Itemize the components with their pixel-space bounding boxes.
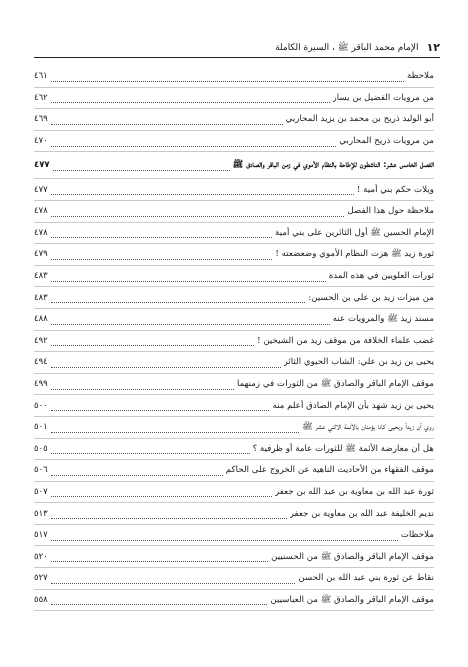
toc-entry-title: ثورة زيد ﷺ هزت النظام الأموي وضعضعته ! (275, 249, 434, 260)
toc-row[interactable] (34, 287, 434, 309)
toc-entry-title: أبو الوليد ذريح بن محمد بن يزيد المحاربي (285, 114, 434, 125)
toc-entry-title: موقف الإمام الباقر والصادق ﷺ من الثورات في زمنهما (236, 379, 434, 390)
toc-row[interactable] (34, 395, 434, 417)
toc-entry-title: مسند زيد ﷺ والمرويات عنه (332, 314, 434, 325)
dot-leader (51, 229, 272, 238)
toc-page-number: ٤٩٩ (34, 379, 48, 390)
dot-leader (51, 553, 268, 562)
toc-entry-title: الفصل الخامس عشر: الناشطون للإطاحة بالنظام الأموي في زمن الباقر والصادق ﷺ (232, 160, 434, 171)
dot-leader (53, 162, 230, 171)
toc-entry-title: هل أن معارضة الأئمة ﷺ للثورات عامة أو ظرفية ؟ (252, 443, 434, 454)
toc-page-number: ٥٠٥ (34, 443, 48, 454)
dot-leader (51, 294, 306, 303)
toc-row[interactable] (34, 331, 434, 353)
toc-entry-title: موقف الفقهاء من الأحاديث الناهية عن الخروج على الحاكم (225, 465, 434, 476)
toc-entry-title: ثورة عبد الله بن معاوية بن عبد الله بن جعفر (274, 486, 434, 497)
toc-page-number: ٤٧٩ (34, 249, 48, 260)
toc-page-number: ٤٧٨ (34, 206, 48, 217)
toc-row[interactable] (34, 460, 434, 482)
toc-entry-title: ملاحظة (407, 71, 434, 82)
dot-leader (51, 575, 296, 584)
toc-page-number: ٤٦١ (34, 71, 48, 82)
toc-row[interactable] (34, 66, 434, 88)
toc-page-number: ٥٢٠ (34, 551, 48, 562)
toc-entry-title: غضب علماء الخلافة من موقف زيد من الشيخين ! (257, 335, 434, 346)
toc-entry-title: يحيى بن زيد شهد بأن الإمام الصادق أعلم منه (272, 400, 434, 411)
toc-row[interactable] (34, 352, 434, 374)
toc-entry-title: موقف الإمام الباقر والصادق ﷺ من الحسنيين (271, 551, 434, 562)
toc-row[interactable] (34, 482, 434, 504)
toc-page-number: ٥١٣ (34, 508, 48, 519)
toc-page-number: ٤٧٧ (34, 184, 48, 195)
toc-chapter-row[interactable] (34, 152, 434, 179)
toc-entry-title: روي أن زيداً ويحيى كانا يؤمنان بالأئمة الاثني عشر ﷺ (302, 422, 434, 433)
dot-leader (51, 445, 250, 454)
toc-row[interactable] (34, 88, 434, 110)
toc-page-number: ٤٦٢ (34, 92, 48, 103)
toc-entry-title: من مرويات الفضيل بن يسار (332, 92, 434, 103)
toc-page-number: ٥٥٨ (34, 594, 48, 605)
dot-leader (51, 596, 268, 605)
dot-leader (51, 186, 354, 195)
toc-page-number: ٤٧٧ (34, 160, 50, 171)
dot-leader (51, 94, 330, 103)
dot-leader (51, 488, 272, 497)
toc-page-number: ٥٠٦ (34, 465, 48, 476)
dot-leader (51, 402, 270, 411)
toc-row[interactable] (34, 131, 434, 153)
toc-entry-title: ملاحظة حول هذا الفصل (347, 206, 434, 217)
toc-page-number: ٥٠٧ (34, 486, 48, 497)
toc-page-number: ٤٦٩ (34, 114, 48, 125)
toc-row[interactable] (34, 590, 434, 612)
dot-leader (51, 337, 254, 346)
toc-row[interactable] (34, 266, 434, 288)
toc-row[interactable] (34, 546, 434, 568)
toc-row[interactable] (34, 179, 434, 201)
table-of-contents (34, 66, 434, 611)
toc-entry-title: نقاط عن ثورة بني عبد الله بن الحسن (298, 573, 434, 584)
toc-page-number: ٤٩٢ (34, 335, 48, 346)
toc-page-number: ٥٢٧ (34, 573, 48, 584)
toc-row[interactable] (34, 525, 434, 547)
toc-row[interactable] (34, 439, 434, 461)
toc-entry-title: من مرويات ذريح المحاربي (339, 136, 434, 147)
running-title: الإمام محمد الباقر ﷺ ، السيرة الكاملة (275, 43, 419, 53)
dot-leader (51, 532, 398, 541)
dot-leader (51, 359, 281, 368)
toc-row[interactable] (34, 417, 434, 439)
toc-page-number: ٤٨٣ (34, 292, 48, 303)
dot-leader (51, 510, 287, 519)
dot-leader (51, 316, 330, 325)
toc-row[interactable] (34, 568, 434, 590)
dot-leader (51, 424, 299, 433)
page-number: ١٢ (426, 41, 440, 54)
toc-row[interactable] (34, 201, 434, 223)
dot-leader (51, 251, 273, 260)
running-header (34, 38, 440, 58)
dot-leader (51, 381, 234, 390)
toc-row[interactable] (34, 223, 434, 245)
dot-leader (51, 138, 337, 147)
toc-row[interactable] (34, 374, 434, 396)
toc-entry-title: نديم الخليفة عبد الله بن معاوية بن جعفر (289, 508, 434, 519)
toc-page-number: ٥١٧ (34, 530, 48, 541)
toc-page-number: ٥٠٠ (34, 400, 48, 411)
dot-leader (51, 73, 404, 82)
toc-page-number: ٤٨٣ (34, 271, 48, 282)
toc-row[interactable] (34, 244, 434, 266)
toc-entry-title: يحيى بن زيد بن علي: الشاب الحيوي الثائر (283, 357, 434, 368)
toc-entry-title: ثورات العلويين في هذه المدة (328, 271, 434, 282)
toc-entry-title: ملاحظات (400, 530, 434, 541)
dot-leader (51, 116, 283, 125)
toc-page-number: ٤٧٨ (34, 227, 48, 238)
toc-entry-title: ويلات حكم بني أمية ! (356, 184, 434, 195)
toc-entry-title: من ميزات زيد بن علي بن الحسين: (308, 292, 434, 303)
toc-page-number: ٥٠١ (34, 422, 48, 433)
toc-entry-title: الإمام الحسين ﷺ أول الثائرين على بني أمية (275, 227, 434, 238)
toc-row[interactable] (34, 309, 434, 331)
dot-leader (51, 208, 345, 217)
dot-leader (51, 467, 223, 476)
dot-leader (51, 273, 326, 282)
toc-page-number: ٤٩٤ (34, 357, 48, 368)
toc-row[interactable] (34, 503, 434, 525)
toc-page-number: ٤٧٠ (34, 136, 48, 147)
toc-entry-title: موقف الإمام الباقر والصادق ﷺ من العباسيين (270, 594, 434, 605)
toc-row[interactable] (34, 109, 434, 131)
toc-page-number: ٤٨٨ (34, 314, 48, 325)
